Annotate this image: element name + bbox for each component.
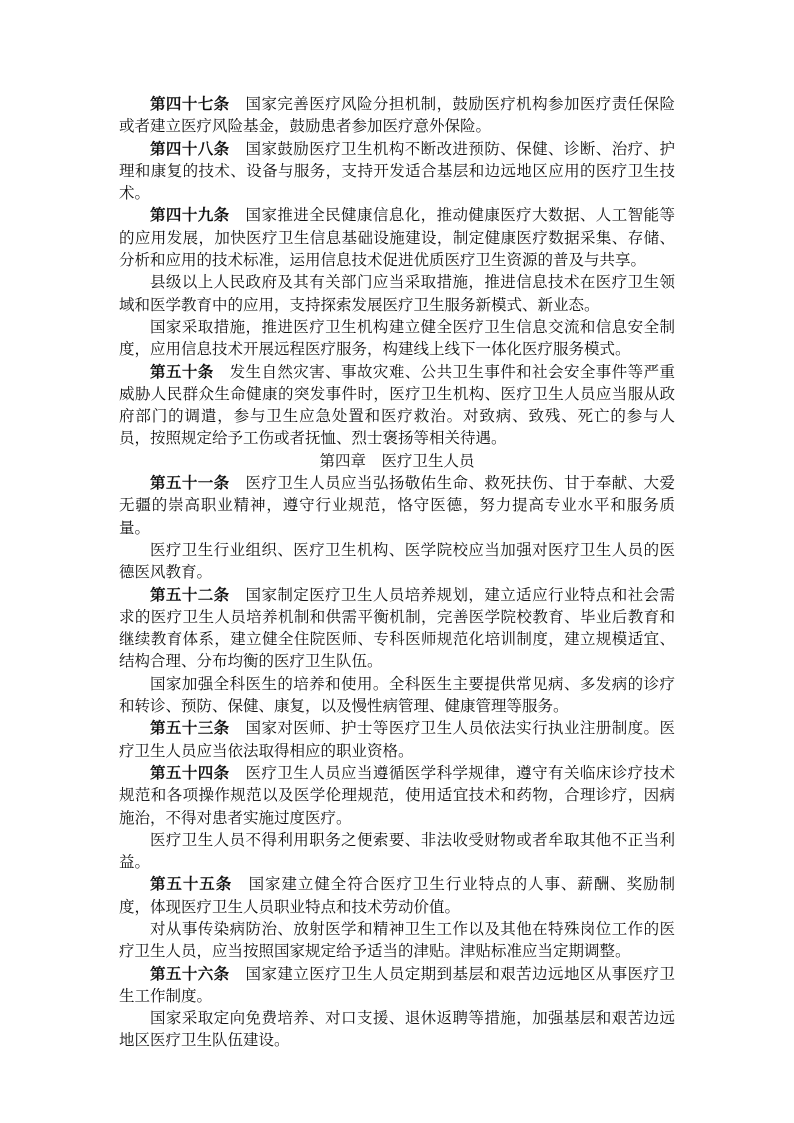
article-text: 医疗卫生人员应当遵循医学科学规律，遵守有关临床诊疗技术规范和各项操作规范以及医学伦理规范，使用适宜技术和药物，合理诊疗，因病施治，不得对患者实施过度医疗。: [119, 763, 675, 827]
article-text: 国家对医师、护士等医疗卫生人员依法实行执业注册制度。医疗卫生人员应当依法取得相应的职业资格。: [119, 719, 675, 760]
article-51: [119, 472, 675, 539]
article-number: 第四十九条: [150, 205, 230, 225]
article-text: 发生自然灾害、事故灾难、公共卫生事件和社会安全事件等严重威胁人民群众生命健康的突发事件时，医疗卫生机构、医疗卫生人员应当服从政府部门的调遣，参与卫生应急处置和医疗救治。对致病、致残、死亡的参与人员，按照规定给予工伤或者抚恤、烈士褒扬等相关待遇。: [119, 362, 675, 448]
article-number: 第五十六条: [150, 963, 230, 983]
article-number: 第五十四条: [150, 762, 230, 782]
chapter-heading: 第四章 医疗卫生人员: [319, 451, 475, 470]
article-48: [119, 138, 675, 205]
article-54: [119, 762, 675, 829]
article-56-paragraph-2: [119, 1007, 675, 1052]
article-53: [119, 717, 675, 762]
article-number: 第五十一条: [150, 473, 230, 493]
article-56: [119, 963, 675, 1008]
paragraph-text: 对从事传染病防治、放射医学和精神卫生工作以及其他在特殊岗位工作的医疗卫生人员，应当按照国家规定给予适当的津贴。津贴标准应当定期调整。: [119, 919, 675, 961]
article-text: 国家建立医疗卫生人员定期到基层和艰苦边远地区从事医疗卫生工作制度。: [119, 964, 675, 1005]
article-55-paragraph-2: [119, 918, 675, 963]
paragraph-text: 县级以上人民政府及其有关部门应当采取措施，推进信息技术在医疗卫生领域和医学教育中的应用，支持探索发展医疗卫生服务新模式、新业态。: [119, 273, 675, 314]
article-text: 国家推进全民健康信息化，推动健康医疗大数据、人工智能等的应用发展，加快医疗卫生信息基础设施建设，制定健康医疗数据采集、存储、分析和应用的技术标准，运用信息技术促进优质医疗卫生资源的普及与共享。: [119, 206, 675, 270]
paragraph-text: 国家采取定向免费培养、对口支援、退休返聘等措施，加强基层和艰苦边远地区医疗卫生队伍建设。: [119, 1009, 675, 1050]
paragraph-text: 医疗卫生人员不得利用职务之便索要、非法收受财物或者牟取其他不正当利益。: [119, 830, 675, 872]
article-50: [119, 361, 675, 450]
article-number: 第五十五条: [150, 874, 233, 894]
article-text: 国家完善医疗风险分担机制，鼓励医疗机构参加医疗责任保险或者建立医疗风险基金，鼓励患者参加医疗意外保险。: [119, 95, 675, 136]
article-text: 医疗卫生人员应当弘扬敬佑生命、救死扶伤、甘于奉献、大爱无疆的崇高职业精神，遵守行业规范，恪守医德，努力提高专业水平和服务质量。: [119, 474, 675, 537]
article-51-paragraph-2: [119, 539, 675, 584]
article-47: [119, 93, 675, 138]
paragraph-text: 医疗卫生行业组织、医疗卫生机构、医学院校应当加强对医疗卫生人员的医德医风教育。: [119, 540, 675, 582]
paragraph-text: 国家采取措施，推进医疗卫生机构建立健全医疗卫生信息交流和信息安全制度，应用信息技术开展远程医疗服务，构建线上线下一体化医疗服务模式。: [119, 317, 675, 359]
article-number: 第五十三条: [150, 718, 230, 738]
article-text: 国家鼓励医疗卫生机构不断改进预防、保健、诊断、治疗、护理和康复的技术、设备与服务，支持开发适合基层和边远地区应用的医疗卫生技术。: [119, 139, 675, 203]
article-54-paragraph-2: [119, 829, 675, 874]
article-number: 第四十七条: [150, 94, 230, 113]
article-49-paragraph-3: [119, 316, 675, 361]
article-text: 国家制定医疗卫生人员培养规划，建立适应行业特点和社会需求的医疗卫生人员培养机制和供需平衡机制，完善医学院校教育、毕业后教育和继续教育体系，建立健全住院医师、专科医师规范化培训制度，建立规模适宜、结构合理、分布均衡的医疗卫生队伍。: [119, 585, 675, 671]
article-49-paragraph-2: [119, 271, 675, 316]
article-52: [119, 584, 675, 673]
paragraph-text: 国家加强全科医生的培养和使用。全科医生主要提供常见病、多发病的诊疗和转诊、预防、保健、康复，以及慢性病管理、健康管理等服务。: [119, 674, 675, 716]
document-body: [119, 93, 675, 1052]
article-number: 第五十条: [150, 361, 214, 381]
article-number: 第五十二条: [150, 584, 230, 604]
article-text: 国家建立健全符合医疗卫生行业特点的人事、薪酬、奖励制度，体现医疗卫生人员职业特点和技术劳动价值。: [119, 875, 675, 916]
article-52-paragraph-2: [119, 673, 675, 718]
article-49: [119, 204, 675, 271]
article-number: 第四十八条: [150, 138, 230, 158]
article-55: [119, 873, 675, 918]
